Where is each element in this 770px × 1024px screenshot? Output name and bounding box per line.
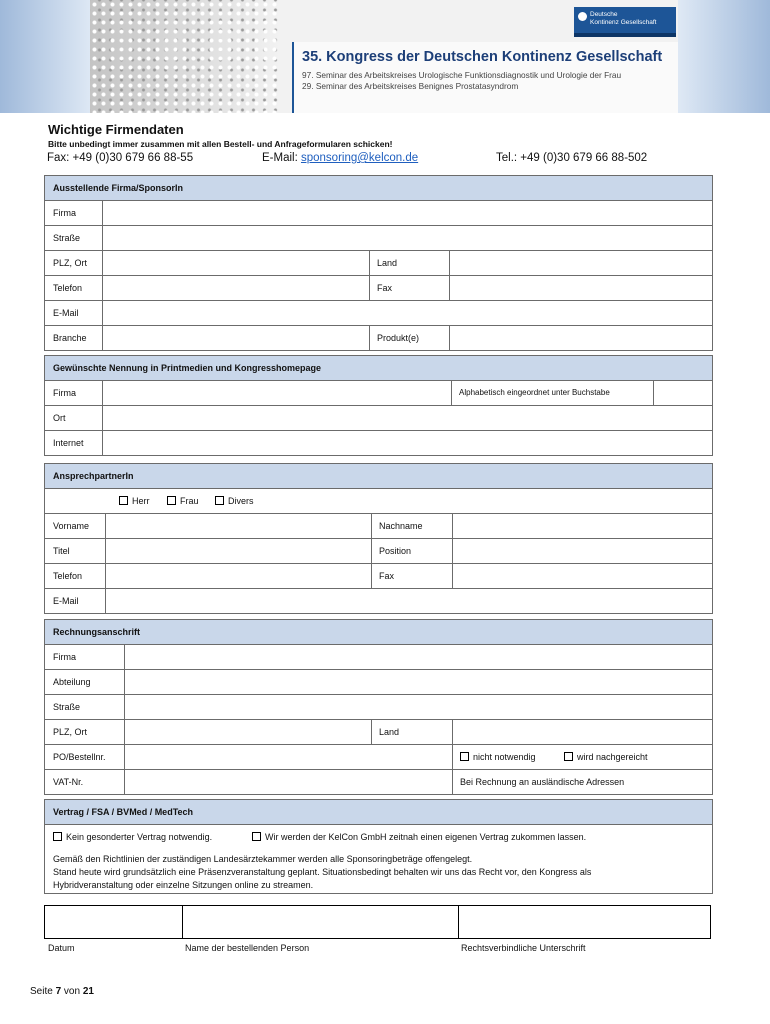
congress-subtitle-1: 97. Seminar des Arbeitskreises Urologische Funktionsdiagnostik und Urologie der Frau bbox=[302, 70, 622, 80]
option-divers[interactable] bbox=[207, 489, 254, 513]
checkbox-icon[interactable] bbox=[460, 752, 469, 761]
label-telefon: Telefon bbox=[53, 283, 83, 293]
position-field[interactable] bbox=[453, 539, 712, 563]
label-alphabetisch: Alphabetisch eingeordnet unter Buchstabe bbox=[459, 388, 610, 397]
telefon-field[interactable] bbox=[103, 276, 369, 300]
form-row bbox=[45, 201, 712, 226]
form-row bbox=[45, 670, 712, 695]
form-row bbox=[45, 539, 712, 564]
datum-field[interactable] bbox=[45, 906, 182, 938]
form-row bbox=[45, 226, 712, 251]
label-position: Position bbox=[379, 546, 412, 556]
form-row bbox=[45, 514, 712, 539]
form-row bbox=[45, 589, 712, 613]
logo-line-1: Deutsche bbox=[590, 11, 618, 18]
label-po: PO/Bestellnr. bbox=[53, 752, 106, 762]
label-vat: VAT-Nr. bbox=[53, 777, 84, 787]
label-abteilung: Abteilung bbox=[53, 677, 91, 687]
option-label: wird nachgereicht bbox=[577, 752, 648, 762]
label-nachname: Nachname bbox=[379, 521, 423, 531]
form-row bbox=[45, 431, 712, 455]
section-title: Ausstellende Firma/SponsorIn bbox=[45, 176, 712, 201]
contact-fax-field[interactable] bbox=[453, 564, 712, 588]
option-label: Frau bbox=[180, 496, 199, 506]
form-row bbox=[45, 276, 712, 301]
listing-firma-field[interactable] bbox=[103, 381, 451, 405]
label-ort: Ort bbox=[53, 413, 66, 423]
form-row bbox=[45, 301, 712, 326]
billing-land-field[interactable] bbox=[453, 720, 712, 744]
logo-strip bbox=[574, 33, 676, 37]
section-contact-person bbox=[44, 463, 713, 614]
label-firma: Firma bbox=[53, 652, 76, 662]
name-field[interactable] bbox=[183, 906, 458, 938]
section-company bbox=[44, 175, 713, 351]
contract-text-1: Gemäß den Richtlinien der zuständigen Landesärztekammer werden alle Sponsoringbeträge offengelegt. bbox=[53, 854, 473, 864]
option-label: Kein gesonderter Vertrag notwendig. bbox=[66, 832, 213, 842]
page-number bbox=[30, 986, 94, 997]
option-kein-vertrag[interactable] bbox=[53, 832, 212, 842]
contract-body bbox=[45, 825, 712, 893]
section-title: Rechnungsanschrift bbox=[45, 620, 712, 645]
option-label: Herr bbox=[132, 496, 150, 506]
logo-icon bbox=[578, 12, 587, 21]
label-vorname: Vorname bbox=[53, 521, 90, 531]
internet-field[interactable] bbox=[103, 431, 712, 455]
fax-number: Fax: +49 (0)30 679 66 88-55 bbox=[47, 152, 194, 164]
option-label: nicht notwendig bbox=[473, 752, 536, 762]
label-email: E-Mail bbox=[53, 308, 79, 318]
label-firma: Firma bbox=[53, 388, 76, 398]
label-fax: Fax bbox=[379, 571, 395, 581]
po-field[interactable] bbox=[125, 745, 453, 769]
contact-telefon-field[interactable] bbox=[106, 564, 372, 588]
label-unterschrift: Rechtsverbindliche Unterschrift bbox=[461, 943, 586, 953]
titel-field[interactable] bbox=[106, 539, 372, 563]
section-title: Vertrag / FSA / BVMed / MedTech bbox=[45, 800, 712, 825]
water-drops-image bbox=[90, 0, 280, 113]
label-datum: Datum bbox=[48, 943, 75, 953]
produkt-field[interactable] bbox=[450, 326, 712, 350]
form-row bbox=[45, 720, 712, 745]
label-land: Land bbox=[377, 258, 398, 268]
current-page: 7 bbox=[55, 986, 62, 997]
letter-field[interactable] bbox=[654, 381, 712, 405]
page-heading: Wichtige Firmendaten bbox=[48, 122, 184, 137]
option-nicht-notwendig[interactable] bbox=[452, 745, 536, 769]
billing-strasse-field[interactable] bbox=[125, 695, 712, 719]
form-row bbox=[45, 695, 712, 720]
notice-text: Bitte unbedingt immer zusammen mit allen Bestell- und Anfrageformularen schicken! bbox=[48, 139, 393, 149]
section-title: AnsprechpartnerIn bbox=[45, 464, 712, 489]
section-contract bbox=[44, 799, 713, 894]
form-row bbox=[45, 381, 712, 406]
form-row bbox=[45, 745, 712, 770]
label-internet: Internet bbox=[53, 438, 84, 448]
label-telefon: Telefon bbox=[53, 571, 83, 581]
option-label: Divers bbox=[228, 496, 254, 506]
section-print-listing bbox=[44, 355, 713, 456]
signature-box bbox=[44, 905, 711, 939]
option-frau[interactable] bbox=[159, 489, 199, 513]
fax-field[interactable] bbox=[450, 276, 712, 300]
nachname-field[interactable] bbox=[453, 514, 712, 538]
form-row bbox=[45, 770, 712, 794]
tel-number: Tel.: +49 (0)30 679 66 88-502 bbox=[496, 152, 648, 164]
logo-line-2: Kontinenz Gesellschaft bbox=[590, 19, 657, 26]
email-line bbox=[262, 152, 418, 164]
vorname-field[interactable] bbox=[106, 514, 372, 538]
label-strasse: Straße bbox=[53, 233, 81, 243]
page-label: Seite bbox=[30, 986, 56, 997]
abteilung-field[interactable] bbox=[125, 670, 712, 694]
checkbox-icon[interactable] bbox=[167, 496, 176, 505]
form-row bbox=[45, 251, 712, 276]
checkbox-icon[interactable] bbox=[252, 832, 261, 841]
checkbox-icon[interactable] bbox=[215, 496, 224, 505]
email-link[interactable]: sponsoring@kelcon.de bbox=[300, 152, 419, 164]
form-row bbox=[45, 326, 712, 350]
billing-firma-field[interactable] bbox=[125, 645, 712, 669]
signature-field[interactable] bbox=[459, 906, 710, 938]
page-of: von bbox=[61, 986, 83, 997]
header-banner bbox=[0, 0, 770, 113]
label-land: Land bbox=[379, 727, 400, 737]
banner-image bbox=[90, 0, 678, 113]
contact-email-field[interactable] bbox=[106, 589, 712, 613]
option-nachgereicht[interactable] bbox=[556, 745, 648, 769]
label-firma: Firma bbox=[53, 208, 76, 218]
vat-field[interactable] bbox=[125, 770, 453, 794]
strasse-field[interactable] bbox=[103, 226, 712, 250]
checkbox-icon[interactable] bbox=[119, 496, 128, 505]
label-titel: Titel bbox=[53, 546, 70, 556]
land-field[interactable] bbox=[450, 251, 712, 275]
label-strasse: Straße bbox=[53, 702, 81, 712]
contract-text-3: Hybridveranstaltung oder einzelne Sitzungen online zu streamen. bbox=[53, 880, 314, 890]
label-name: Name der bestellenden Person bbox=[185, 943, 310, 953]
checkbox-icon[interactable] bbox=[564, 752, 573, 761]
firma-field[interactable] bbox=[103, 201, 712, 225]
section-title: Gewünschte Nennung in Printmedien und Kongresshomepage bbox=[45, 356, 712, 381]
label-branche: Branche bbox=[53, 333, 87, 343]
congress-title: 35. Kongress der Deutschen Kontinenz Gesellschaft bbox=[302, 49, 663, 65]
dkg-logo bbox=[574, 7, 676, 33]
branche-field[interactable] bbox=[103, 326, 369, 350]
plz-field[interactable] bbox=[103, 251, 369, 275]
email-label: E-Mail: bbox=[262, 152, 301, 164]
label-plz: PLZ, Ort bbox=[53, 258, 88, 268]
billing-plz-field[interactable] bbox=[125, 720, 372, 744]
section-billing-address bbox=[44, 619, 713, 795]
label-produkt: Produkt(e) bbox=[377, 333, 420, 343]
vat-note: Bei Rechnung an ausländische Adressen bbox=[460, 777, 625, 787]
option-eigener-vertrag[interactable] bbox=[252, 832, 586, 842]
form-row bbox=[45, 406, 712, 431]
label-plz: PLZ, Ort bbox=[53, 727, 88, 737]
salutation-row bbox=[45, 489, 712, 514]
option-label: Wir werden der KelCon GmbH zeitnah einen eigenen Vertrag zukommen lassen. bbox=[265, 832, 587, 842]
form-row bbox=[45, 645, 712, 670]
label-fax: Fax bbox=[377, 283, 393, 293]
option-herr[interactable] bbox=[111, 489, 150, 513]
total-pages: 21 bbox=[82, 986, 94, 997]
contract-text-2: Stand heute wird grundsätzlich eine Präsenzveranstaltung geplant. Situationsbedingt behalten wir uns das Recht vor, den Kongress als bbox=[53, 867, 592, 877]
checkbox-icon[interactable] bbox=[53, 832, 62, 841]
congress-subtitle-2: 29. Seminar des Arbeitskreises Benignes Prostatasyndrom bbox=[302, 81, 519, 91]
email-field[interactable] bbox=[103, 301, 712, 325]
form-row bbox=[45, 564, 712, 589]
label-email: E-Mail bbox=[53, 596, 79, 606]
ort-field[interactable] bbox=[103, 406, 712, 430]
